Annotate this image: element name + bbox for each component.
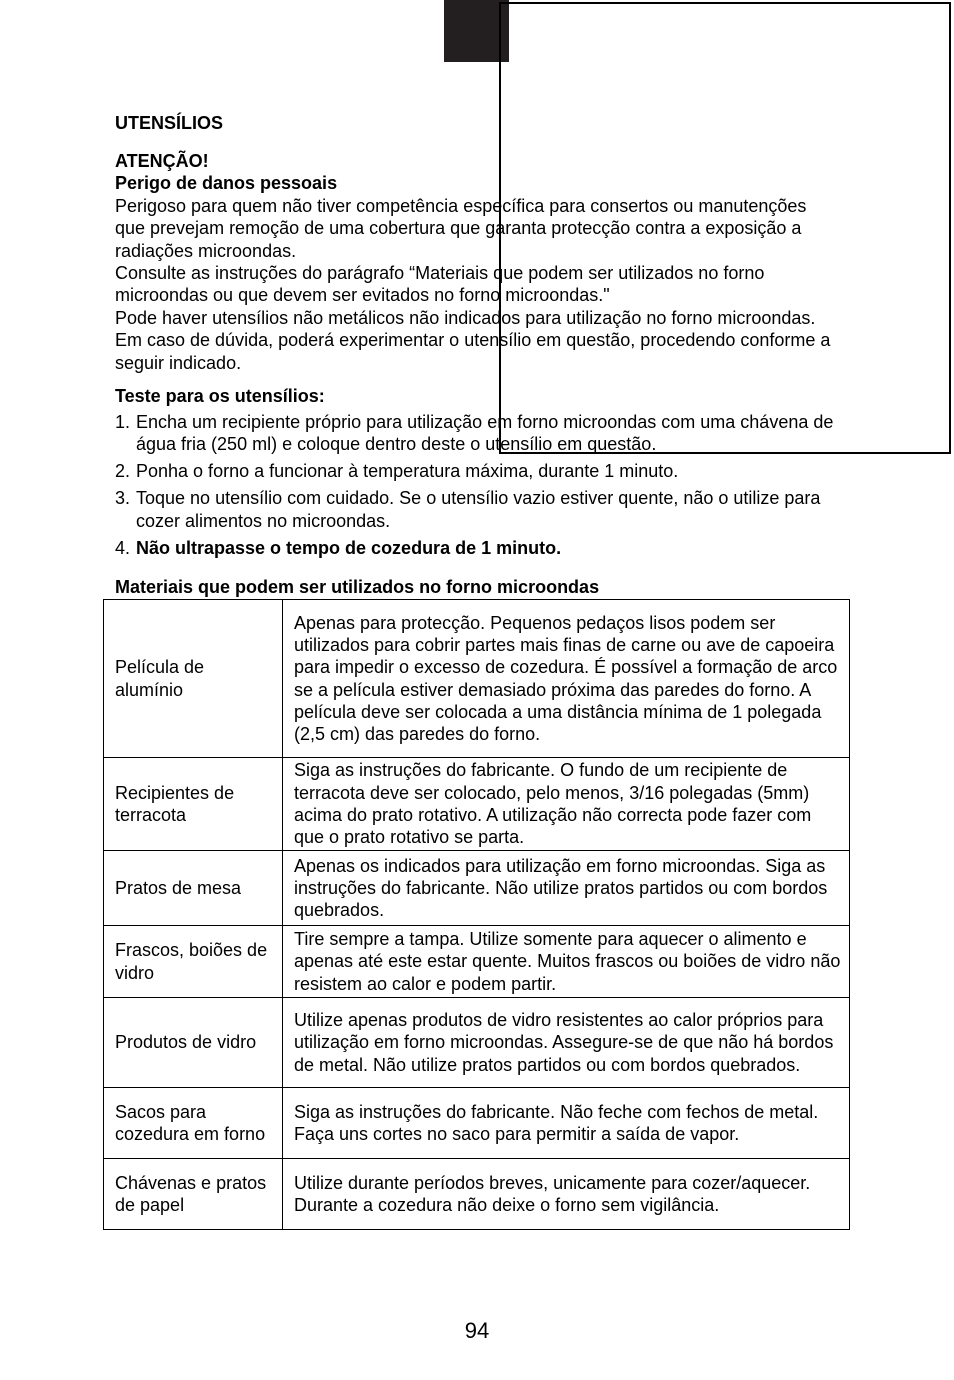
section-title: UTENSÍLIOS: [115, 113, 224, 133]
table-row: [104, 758, 850, 851]
step-text: Ponha o forno a funcionar à temperatura máxima, durante 1 minuto.: [136, 461, 679, 482]
table-row: [104, 998, 850, 1088]
material-description: Tire sempre a tampa. Utilize somente para aquecer o alimento e apenas até este estar quente. Muitos frascos ou boiões de vidro não resistem ao calor e podem partir.: [283, 926, 850, 998]
warning-heading: ATENÇÃO!: [115, 151, 209, 171]
material-name: Pratos de mesa: [104, 851, 283, 926]
material-name: Película de alumínio: [104, 600, 283, 758]
material-name: Produtos de vidro: [104, 998, 283, 1088]
step-text: Toque no utensílio com cuidado. Se o utensílio vazio estiver quente, não o utilize para cozer alimentos no microondas.: [136, 488, 821, 531]
table-row: [104, 1159, 850, 1230]
material-description: Siga as instruções do fabricante. O fundo de um recipiente de terracota deve ser colocado, pelo menos, 3/16 polegadas (5mm) acima do prato rotativo. A utilização não correcta pode fazer com que o prato rotativo se parta.: [283, 758, 850, 851]
warning-paragraph-3: Pode haver utensílios não metálicos não indicados para utilização no forno microondas. Em caso de dúvida, poderá experimentar o utensílio em questão, procedendo conforme a seguir indicado.: [115, 307, 831, 373]
test-steps-list: [115, 411, 855, 563]
page-number: 94: [464, 1318, 490, 1343]
table-row: [104, 851, 850, 926]
test-step: [115, 487, 855, 532]
material-name: Frascos, boiões de vidro: [104, 926, 283, 998]
table-row: [104, 1088, 850, 1159]
materials-table: [103, 599, 850, 1230]
material-description: Utilize apenas produtos de vidro resistentes ao calor próprios para utilização em forno microondas. Assegure-se de que não há bordos de metal. Não utilize pratos partidos ou com bordos quebrados.: [283, 998, 850, 1088]
material-name: Sacos para cozedura em forno: [104, 1088, 283, 1159]
materials-table-title: Materiais que podem ser utilizados no forno microondas: [115, 577, 600, 597]
step-number: 1.: [115, 412, 131, 432]
warning-paragraph-1: Perigoso para quem não tiver competência específica para consertos ou manutenções que prevejam remoção de uma cobertura que garanta protecção contra a exposição a radiações microondas.: [115, 195, 807, 261]
step-text: Encha um recipiente próprio para utilização em forno microondas com uma chávena de água fria (250 ml) e coloque dentro deste o utensílio em questão.: [136, 412, 834, 455]
warning-subheading: Perigo de danos pessoais: [115, 173, 338, 194]
warning-block: [115, 150, 835, 374]
step-number: 2.: [115, 461, 131, 482]
step-number: 4.: [115, 537, 131, 558]
table-row: [104, 926, 850, 998]
material-name: Chávenas e pratos de papel: [104, 1159, 283, 1230]
material-description: Apenas os indicados para utilização em forno microondas. Siga as instruções do fabricante. Não utilize pratos partidos ou com bordos quebrados.: [283, 851, 850, 926]
step-number: 3.: [115, 488, 131, 509]
step-text: Não ultrapasse o tempo de cozedura de 1 minuto.: [136, 537, 562, 558]
test-step: [115, 537, 855, 559]
test-step: [115, 460, 855, 482]
table-row: [104, 600, 850, 758]
material-description: Utilize durante períodos breves, unicamente para cozer/aquecer. Durante a cozedura não deixe o forno sem vigilância.: [283, 1159, 850, 1230]
test-step: [115, 411, 855, 456]
page-tab-marker: [444, 0, 509, 62]
warning-paragraph-2: Consulte as instruções do parágrafo “Materiais que podem ser utilizados no forno microondas ou que devem ser evitados no forno microondas.": [115, 263, 765, 306]
material-description: Apenas para protecção. Pequenos pedaços lisos podem ser utilizados para cobrir partes mais finas de carne ou ave de capoeira para impedir o excesso de cozedura. É possível a formação de arco se a película estiver demasiado próxima das paredes do forno. A película deve ser colocada a uma distância mínima de 1 polegada (2,5 cm) das paredes do forno.: [283, 600, 850, 758]
material-description: Siga as instruções do fabricante. Não feche com fechos de metal. Faça uns cortes no saco para permitir a saída de vapor.: [283, 1088, 850, 1159]
material-name: Recipientes de terracota: [104, 758, 283, 851]
test-title: Teste para os utensílios:: [115, 386, 325, 406]
